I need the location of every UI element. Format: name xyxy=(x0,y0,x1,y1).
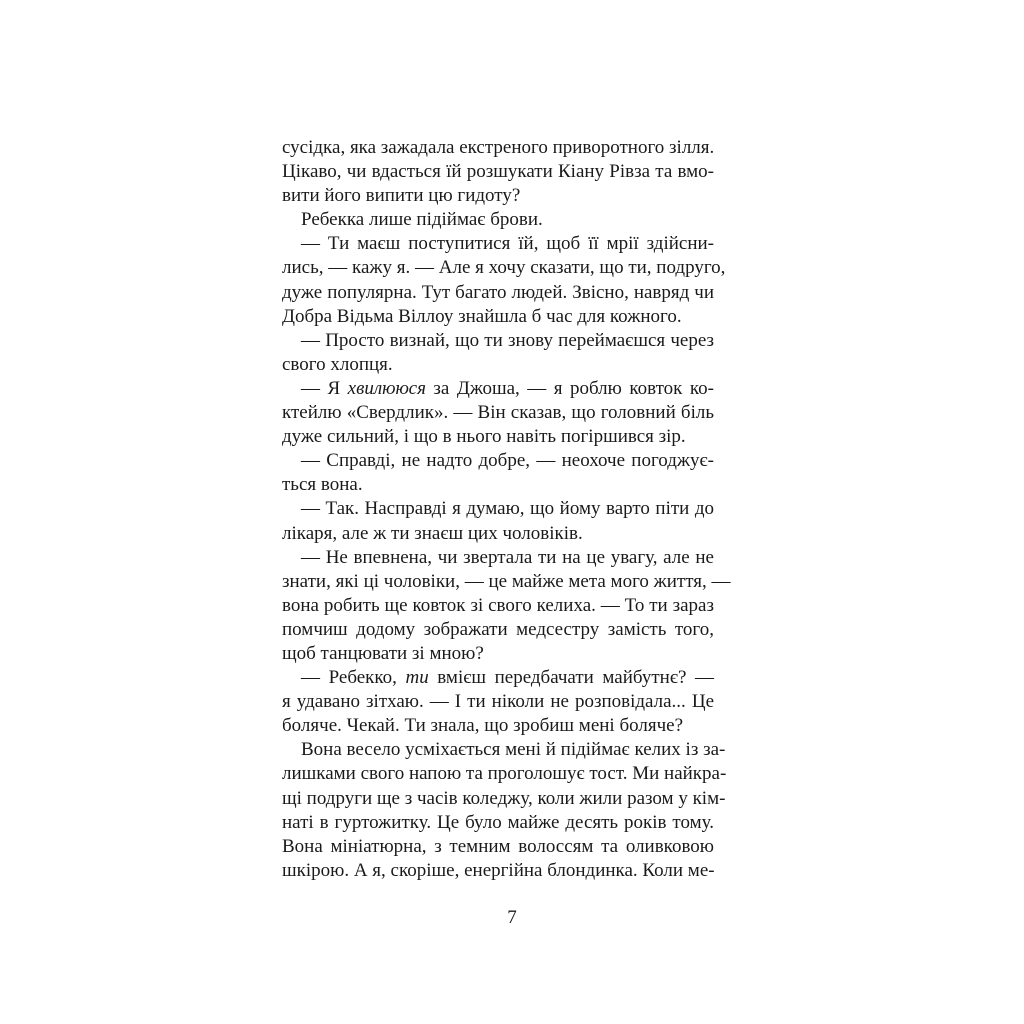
text-segment: лись, — кажу я. — Але я хочу сказати, що ти, подруго, xyxy=(282,257,726,279)
text-line xyxy=(282,546,714,570)
text-line xyxy=(282,642,714,666)
text-segment: знати, які ці чоловіки, — це майже мета мого життя, — xyxy=(282,570,731,592)
text-segment: помчиш додому зображати медсестру замість того, xyxy=(282,618,714,640)
text-segment: — Я xyxy=(301,377,348,399)
text-segment: я удавано зітхаю. — І ти ніколи не розповідала... Це xyxy=(282,691,714,713)
text-line xyxy=(282,329,714,353)
text-segment: щоб танцювати зі мною? xyxy=(282,642,484,664)
text-segment: — Ребекко, xyxy=(301,667,406,689)
text-line xyxy=(282,208,714,232)
italic-text: ти xyxy=(405,667,429,689)
text-segment: наті в гуртожитку. Це було майже десять років тому. xyxy=(282,811,714,833)
text-line xyxy=(282,353,714,377)
text-segment: Ребекка лише підіймає брови. xyxy=(301,209,543,231)
text-segment: вона робить ще ковток зі свого келиха. — То ти зараз xyxy=(282,594,714,616)
text-segment: — Просто визнай, що ти знову переймаєшся через xyxy=(301,329,714,351)
text-line xyxy=(282,859,714,883)
text-segment: Вона мініатюрна, з темним волоссям та оливковою xyxy=(282,835,714,857)
text-line xyxy=(282,618,714,642)
text-line xyxy=(282,787,726,811)
text-line xyxy=(282,425,714,449)
text-segment: — Не впевнена, чи звертала ти на це увагу, але не xyxy=(301,546,714,568)
text-segment: лишками свого напою та проголошує тост. Ми найкра- xyxy=(282,763,727,785)
text-segment: дуже популярна. Тут багато людей. Звісно, навряд чи xyxy=(282,281,714,303)
text-segment: боляче. Чекай. Ти знала, що зробиш мені боляче? xyxy=(282,715,684,737)
text-line xyxy=(282,714,714,738)
text-line xyxy=(282,522,714,546)
text-line xyxy=(282,281,714,305)
text-segment: вмієш передбачати майбутнє? — xyxy=(428,667,714,689)
text-segment: свого хлопця. xyxy=(282,353,393,375)
text-segment: вити його випити цю гидоту? xyxy=(282,185,521,207)
text-line xyxy=(282,738,726,762)
text-line xyxy=(282,401,714,425)
text-segment: щі подруги ще з часів коледжу, коли жили разом у кім- xyxy=(282,787,726,809)
text-line xyxy=(282,377,714,401)
text-line xyxy=(282,473,714,497)
text-line xyxy=(282,305,714,329)
body-text xyxy=(282,136,731,883)
text-line xyxy=(282,449,714,473)
text-segment: Вона весело усміхається мені й підіймає келих із за- xyxy=(301,739,726,761)
text-segment: ться вона. xyxy=(282,474,363,496)
text-segment: — Ти маєш поступитися їй, щоб її мрії здійсни- xyxy=(301,233,714,255)
page-number: 7 xyxy=(507,907,517,928)
text-line xyxy=(282,811,714,835)
text-segment: дуже сильний, і що в нього навіть погіршився зір. xyxy=(282,426,686,448)
text-segment: — Так. Насправді я думаю, що йому варто піти до xyxy=(301,498,714,520)
text-segment: Цікаво, чи вдасться їй розшукати Кіану Рівза та вмо- xyxy=(282,161,714,183)
text-segment: лікаря, але ж ти знаєш цих чоловіків. xyxy=(282,522,583,544)
text-segment: сусідка, яка зажадала екстреного приворотного зілля. xyxy=(282,137,715,158)
text-line xyxy=(282,835,714,859)
text-segment: шкірою. А я, скоріше, енергійна блондинка. Коли ме- xyxy=(282,859,715,881)
text-line xyxy=(282,184,714,208)
text-line xyxy=(282,762,727,786)
text-line xyxy=(282,594,714,618)
text-line xyxy=(282,256,726,280)
text-line xyxy=(282,232,714,256)
text-line xyxy=(282,666,714,690)
text-line xyxy=(282,690,714,714)
text-line xyxy=(282,136,714,160)
italic-text: хвилююся xyxy=(347,377,426,399)
text-line xyxy=(282,570,731,594)
text-line xyxy=(282,160,714,184)
text-segment: ктейлю «Свердлик». — Він сказав, що головний біль xyxy=(282,402,714,424)
text-segment: — Справді, не надто добре, — неохоче погоджує- xyxy=(301,450,714,472)
text-line xyxy=(282,497,714,521)
text-segment: Добра Відьма Віллоу знайшла б час для кожного. xyxy=(282,305,682,327)
text-segment: за Джоша, — я роблю ковток ко- xyxy=(425,377,714,399)
